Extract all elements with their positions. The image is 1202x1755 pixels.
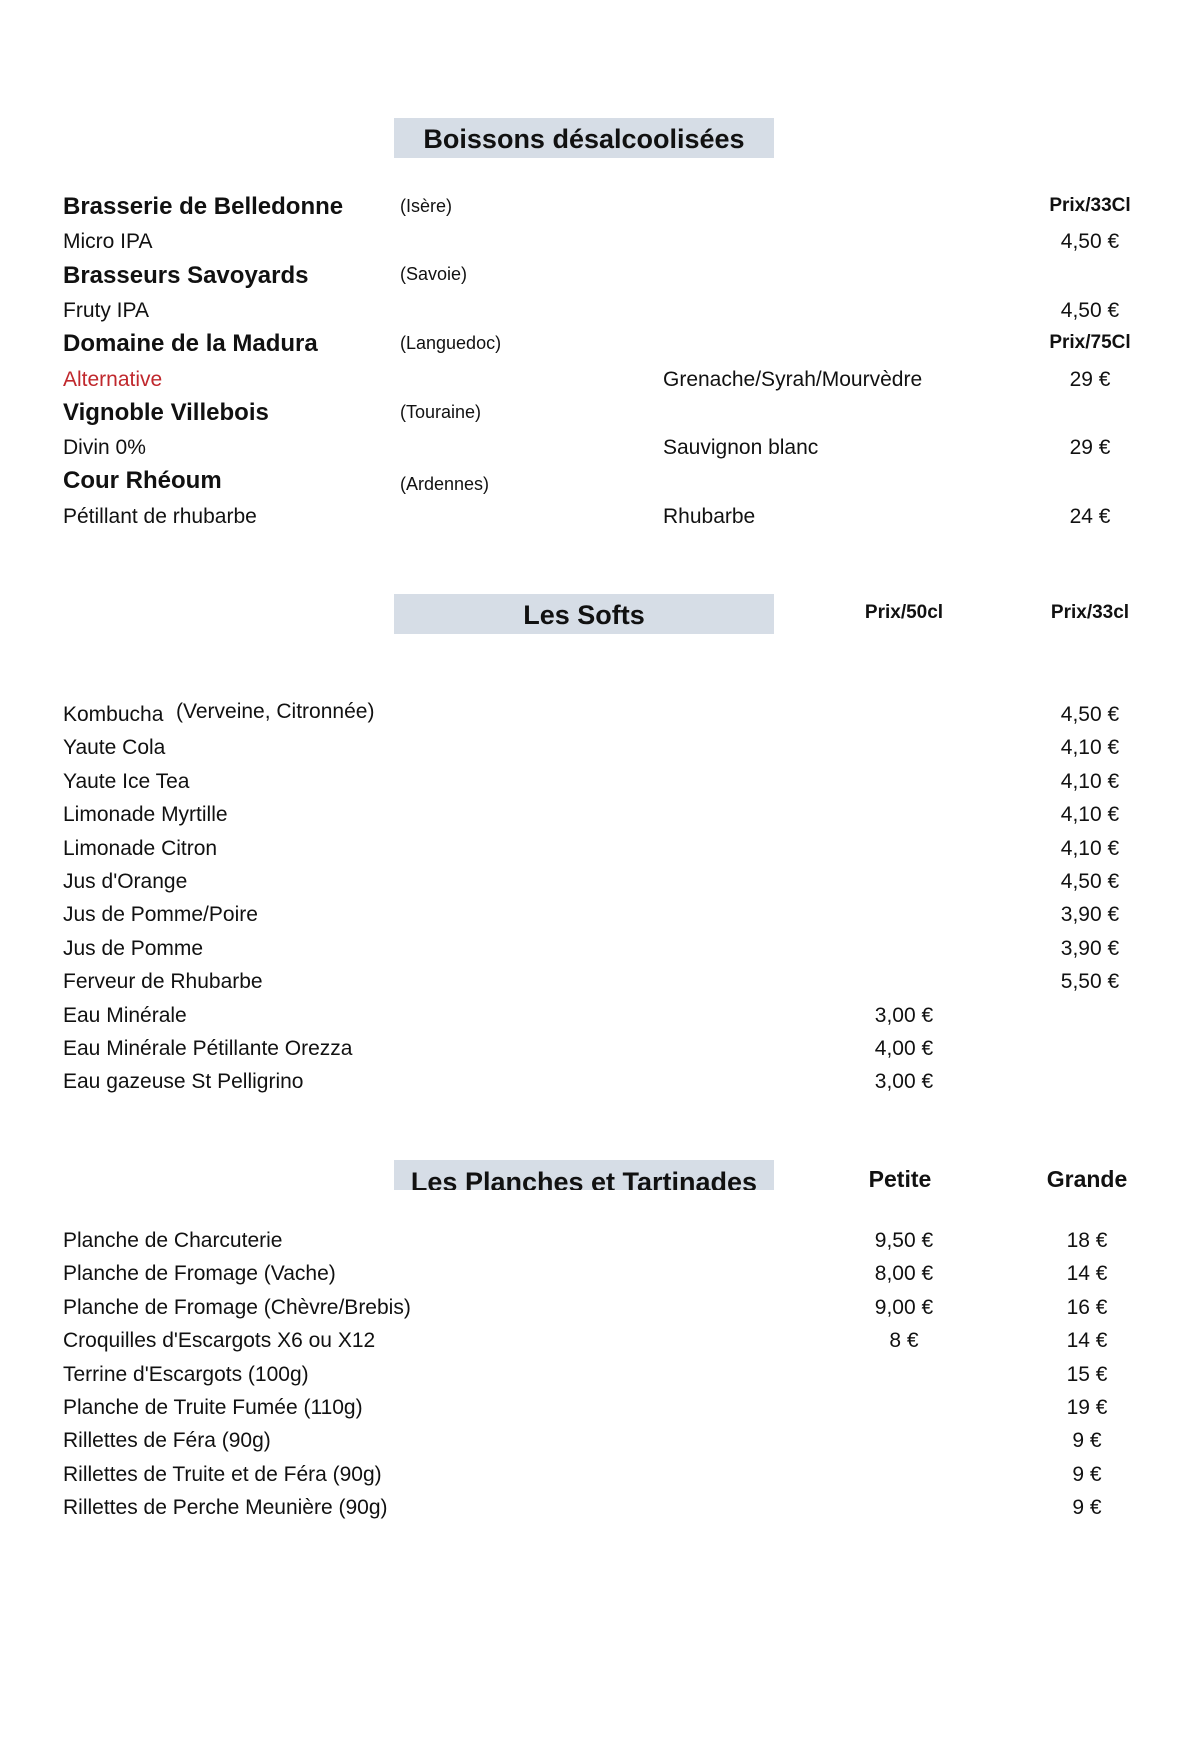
soft-price-33cl: 3,90 € <box>1060 936 1120 960</box>
soft-name: Jus de Pomme/Poire <box>63 903 258 927</box>
planche-price-small: 8 € <box>889 1329 919 1353</box>
soft-price-33cl: 4,10 € <box>1060 803 1120 827</box>
soft-name: Jus d'Orange <box>63 870 188 893</box>
size-header-small: Petite <box>868 1166 932 1192</box>
grape-variety: Rhubarbe <box>663 505 756 528</box>
grape-variety: Grenache/Syrah/Mourvèdre <box>663 368 923 391</box>
planche-price-small: 9,00 € <box>874 1295 934 1319</box>
soft-price-33cl: 4,10 € <box>1060 769 1120 793</box>
planche-name: Planche de Fromage (Vache) <box>63 1262 336 1286</box>
producer-name: Domaine de la Madura <box>63 330 318 357</box>
planche-price-large: 18 € <box>1066 1229 1108 1252</box>
producer-name: Brasseurs Savoyards <box>63 262 309 289</box>
producer-region: (Savoie) <box>400 264 468 284</box>
price-header-33cl: Prix/33Cl <box>1049 195 1131 216</box>
drink-price: 24 € <box>1069 505 1111 528</box>
planche-price-large: 9 € <box>1072 1496 1102 1520</box>
planche-name: Planche de Charcuterie <box>63 1229 283 1252</box>
producer-region: (Languedoc) <box>400 333 502 353</box>
soft-price-33cl: 4,50 € <box>1060 870 1120 893</box>
soft-price-50cl: 3,00 € <box>874 1070 934 1094</box>
soft-name: Yaute Ice Tea <box>63 769 190 793</box>
soft-name: Kombucha <box>63 703 164 726</box>
section-title-planches: Les Planches et Tartinades <box>394 1160 774 1190</box>
soft-price-33cl: 4,10 € <box>1060 836 1120 860</box>
soft-name: Eau Minérale Pétillante Orezza <box>63 1037 353 1060</box>
soft-price-33cl: 4,50 € <box>1060 703 1120 726</box>
soft-name: Eau Minérale <box>63 1003 187 1027</box>
planche-name: Planche de Truite Fumée (110g) <box>63 1396 363 1419</box>
planche-price-small: 9,50 € <box>874 1229 934 1252</box>
soft-name: Eau gazeuse St Pelligrino <box>63 1070 304 1094</box>
soft-price-33cl: 5,50 € <box>1060 970 1120 994</box>
drink-name: Divin 0% <box>63 436 146 459</box>
planche-price-large: 9 € <box>1072 1462 1102 1486</box>
producer-region: (Isère) <box>400 196 453 216</box>
producer-name: Vignoble Villebois <box>63 399 269 426</box>
planche-name: Rillettes de Truite et de Féra (90g) <box>63 1462 382 1486</box>
drink-name: Micro IPA <box>63 230 153 253</box>
drink-name: Pétillant de rhubarbe <box>63 505 257 528</box>
planche-price-small: 8,00 € <box>874 1262 934 1286</box>
planche-price-large: 14 € <box>1066 1262 1108 1286</box>
price-header-50cl: Prix/50cl <box>864 602 944 623</box>
soft-name: Jus de Pomme <box>63 936 204 960</box>
soft-price-33cl: 3,90 € <box>1060 903 1120 927</box>
producer-region: (Ardennes) <box>400 474 490 494</box>
soft-name: Ferveur de Rhubarbe <box>63 970 263 994</box>
planche-name: Planche de Fromage (Chèvre/Brebis) <box>63 1295 411 1319</box>
producer-region: (Touraine) <box>400 402 482 422</box>
size-header-large: Grande <box>1046 1166 1128 1192</box>
planche-price-large: 19 € <box>1066 1396 1108 1419</box>
producer-name: Brasserie de Belledonne <box>63 193 344 220</box>
drink-name: Alternative <box>63 368 163 391</box>
soft-price-50cl: 3,00 € <box>874 1003 934 1027</box>
grape-variety: Sauvignon blanc <box>663 436 819 459</box>
section-title-softs: Les Softs <box>394 594 774 634</box>
soft-price-33cl: 4,10 € <box>1060 736 1120 760</box>
soft-name: Yaute Cola <box>63 736 166 760</box>
soft-note: (Verveine, Citronnée) <box>176 700 375 723</box>
planche-name: Croquilles d'Escargots X6 ou X12 <box>63 1329 376 1353</box>
drink-price: 4,50 € <box>1060 230 1120 253</box>
planche-name: Rillettes de Perche Meunière (90g) <box>63 1496 388 1520</box>
producer-name: Cour Rhéoum <box>63 467 222 494</box>
soft-name: Limonade Citron <box>63 836 218 860</box>
section-title-boissons: Boissons désalcoolisées <box>394 118 774 158</box>
planche-price-large: 14 € <box>1066 1329 1108 1353</box>
drink-price: 29 € <box>1069 436 1111 459</box>
planche-price-large: 9 € <box>1072 1429 1102 1453</box>
planche-name: Rillettes de Féra (90g) <box>63 1429 271 1453</box>
drink-price: 4,50 € <box>1060 299 1120 322</box>
drink-price: 29 € <box>1069 368 1111 391</box>
price-header-75cl: Prix/75Cl <box>1049 332 1131 353</box>
planche-price-large: 15 € <box>1066 1362 1108 1386</box>
planche-price-large: 16 € <box>1066 1295 1108 1319</box>
planche-name: Terrine d'Escargots (100g) <box>63 1362 309 1386</box>
soft-name: Limonade Myrtille <box>63 803 228 827</box>
drink-name: Fruty IPA <box>63 299 149 322</box>
price-header-33cl: Prix/33cl <box>1050 602 1130 623</box>
soft-price-50cl: 4,00 € <box>874 1037 934 1060</box>
